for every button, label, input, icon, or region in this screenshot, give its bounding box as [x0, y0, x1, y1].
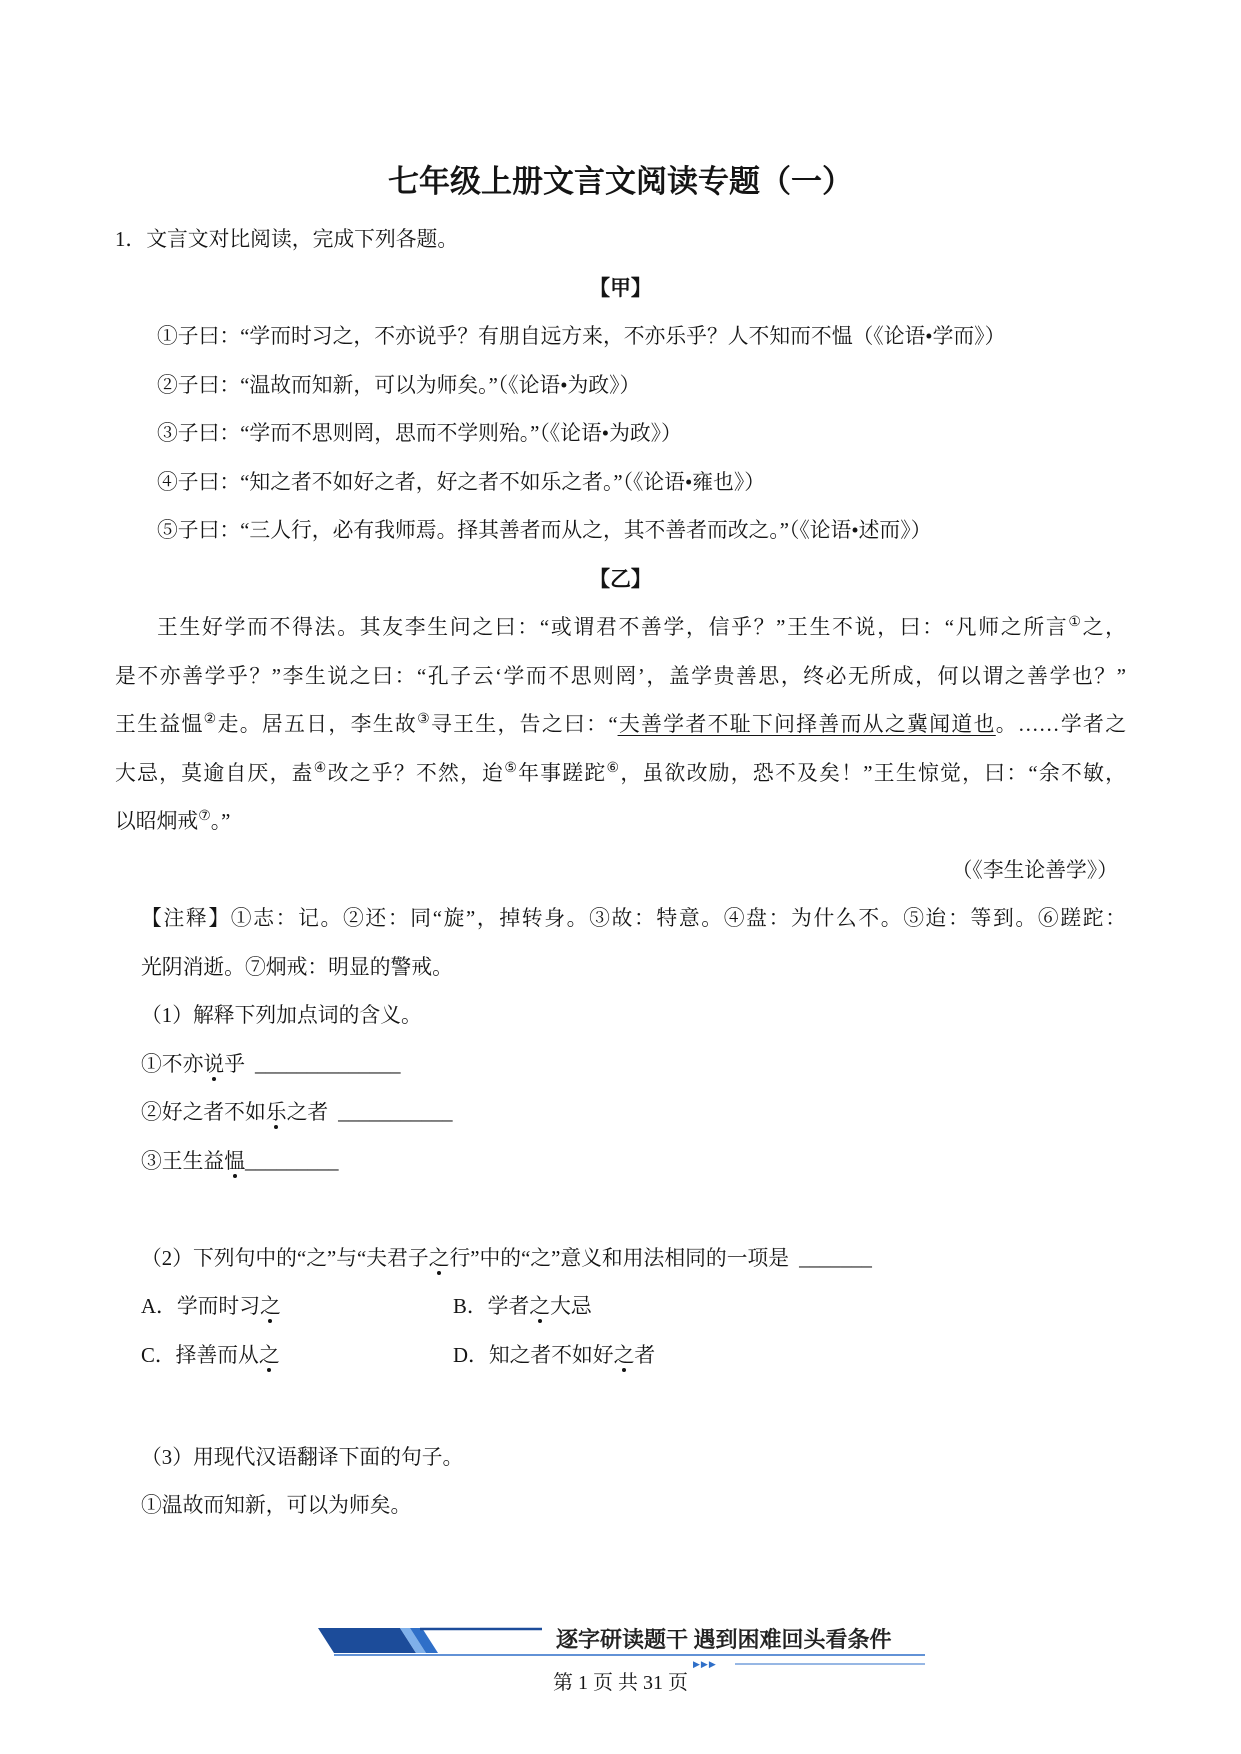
footnote-marker: ⑤	[504, 760, 519, 776]
passage-b-text: 走。居五日，李生故	[217, 713, 418, 736]
page-number: 第 1 页 共 31 页	[553, 1672, 688, 1694]
answer-blank: ___________	[338, 1101, 453, 1124]
passage-b-line	[115, 653, 1126, 702]
notes-line: 【注释】①志：记。②还：同“旋”，掉转身。③故：特意。④盘：为什么不。⑤迨：等到。⑥蹉跎：	[141, 907, 1126, 930]
emphasized-char: 之	[428, 1246, 450, 1270]
prompt-text: （2）下列句中的“之”与“夫君子	[141, 1246, 429, 1270]
emphasized-char: 之	[260, 1295, 281, 1318]
footnote-marker: ④	[313, 760, 328, 776]
footnote-marker: ③	[417, 712, 432, 727]
part3-item: ①温故而知新，可以为师矣。	[141, 1494, 412, 1517]
emphasized-char: 乐	[265, 1101, 287, 1124]
answer-blank: _________	[244, 1149, 339, 1173]
passage-b-text: ，虽欲改励，恐不及矣！”王生惊觉，曰：“余不敏，	[620, 761, 1126, 785]
passage-b-line	[115, 750, 1126, 799]
passage-a-line: ①子曰：“学而时习之，不亦说乎？有朋自远方来，不亦乐乎？人不知而不愠（《论语•学而》）	[157, 325, 1006, 348]
arrow-icons: ▶▶▶	[693, 1659, 717, 1669]
footnote-marker: ⑥	[606, 760, 621, 776]
emphasized-char: 之	[258, 1343, 280, 1367]
option-text: 者	[634, 1343, 656, 1367]
passage-b-text: 大忌，莫逾自厌，盍	[115, 761, 314, 785]
emphasized-char: 之	[613, 1343, 635, 1367]
passage-a-line: ⑤子曰：“三人行，必有我师焉。择其善者而从之，其不善者而改之。”（《论语•述而》）	[157, 519, 932, 542]
answer-blank: ______________	[254, 1052, 401, 1076]
emphasized-char: 之	[529, 1295, 551, 1318]
spacer	[115, 1380, 1126, 1429]
passage-b-text: 是不亦善学乎？”李生说之曰：“孔子云‘学而不思则罔’，盖学贵善思，终必无所成，何以谓之善学也？”	[115, 664, 1126, 688]
passage-a-line: ④子曰：“知之者不如好之者，好之者不如乐之者。”（《论语•雍也》）	[157, 470, 766, 494]
options-row	[115, 1283, 1126, 1332]
passage-b-line	[115, 798, 1126, 847]
passage-b-text: 之，	[1082, 616, 1126, 639]
part1-item	[115, 1138, 1126, 1187]
option-text: 学而时习	[176, 1295, 261, 1318]
item-text: 乎	[224, 1052, 245, 1076]
option-d	[453, 1332, 655, 1381]
passage-b-text: 寻王生，告之曰：“	[431, 713, 618, 736]
question-1	[115, 216, 1126, 1531]
passage-b-text: 年事蹉跎	[518, 761, 607, 785]
option-label: C．	[141, 1343, 176, 1367]
footnote-marker: ⑦	[198, 809, 211, 824]
answer-blank: _______	[799, 1246, 872, 1270]
option-label: B．	[453, 1295, 488, 1318]
passage-b-text: 王生益愠	[115, 713, 204, 736]
part3-prompt: （3）用现代汉语翻译下面的句子。	[141, 1445, 464, 1469]
passage-b-text: 王生好学而不得法。其友李生问之曰：“或谓君不善学，信乎？”王生不说，曰：“凡师之所言	[157, 616, 1069, 639]
passage-b-text: 。……学者之	[995, 713, 1127, 736]
item-text: 之者	[286, 1101, 329, 1124]
notes-line: 光阴消逝。⑦炯戒：明显的警戒。	[141, 955, 453, 979]
spacer	[115, 1186, 1126, 1235]
emphasized-char: 说	[203, 1052, 225, 1076]
option-label: D．	[453, 1343, 489, 1367]
passage-a-line: ②子曰：“温故而知新，可以为师矣。”（《论语•为政》）	[157, 373, 641, 397]
option-text: 学者	[487, 1295, 530, 1318]
passage-b-line	[115, 604, 1126, 653]
footer-slogan: 逐字研读题干 遇到困难回头看条件	[556, 1627, 892, 1652]
option-c	[141, 1332, 280, 1381]
passage-b-label: 【乙】	[589, 567, 652, 591]
part2-prompt	[115, 1235, 1126, 1284]
page-title: 七年级上册文言文阅读专题（一）	[388, 164, 853, 199]
option-b	[453, 1283, 592, 1332]
item-text: ①不亦	[141, 1052, 204, 1076]
option-text: 择善而从	[175, 1343, 259, 1367]
part1-prompt: （1）解释下列加点词的含义。	[141, 1004, 422, 1027]
passage-b-source: （《李生论善学》）	[951, 858, 1118, 882]
part1-item	[115, 1089, 1126, 1138]
footnote-marker: ①	[1068, 615, 1083, 630]
question-heading: 1．文言文对比阅读，完成下列各题。	[115, 228, 459, 251]
option-a	[141, 1283, 281, 1332]
item-text: ②好之者不如	[141, 1101, 266, 1124]
emphasized-char: 愠	[224, 1149, 245, 1173]
passage-b-text: 以昭炯戒	[115, 810, 199, 833]
item-text: ③王生益	[141, 1149, 225, 1173]
passage-b-line	[115, 701, 1126, 750]
prompt-text: 行”中的“之”意义和用法相同的一项是	[449, 1246, 790, 1270]
option-text: 知之者不如好	[488, 1343, 614, 1367]
passage-a-line: ③子曰：“学而不思则罔，思而不学则殆。”（《论语•为政》）	[157, 422, 682, 445]
underlined-sentence: 夫善学者不耻下问择善而从之冀闻道也	[617, 713, 996, 736]
option-text: 大忌	[550, 1295, 592, 1318]
passage-a-label: 【甲】	[589, 276, 652, 300]
banner-stripe-navy	[318, 1628, 416, 1653]
options-row	[115, 1332, 1126, 1381]
footnote-marker: ②	[203, 712, 218, 727]
passage-b-text: 。”	[210, 810, 231, 833]
part1-item	[115, 1041, 1126, 1090]
option-label: A．	[141, 1295, 177, 1318]
passage-b-text: 改之乎？不然，迨	[327, 761, 505, 785]
